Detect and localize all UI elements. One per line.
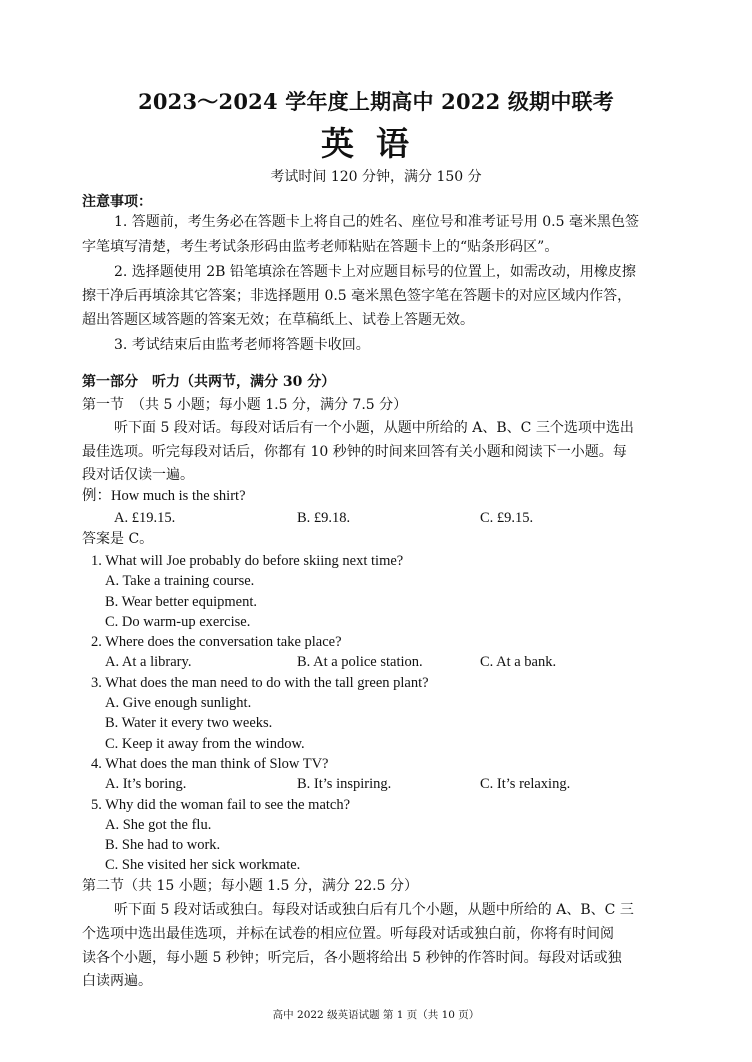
exam-title: 2023～2024 学年度上期高中 2022 级期中联考 (138, 89, 614, 114)
section1-instruction: 段对话仅读一遍。 (82, 467, 194, 483)
question-2-option-a: A. At a library. (105, 654, 192, 670)
question-2-option-b: B. At a police station. (297, 654, 423, 670)
example-option-c: C. £9.15. (480, 510, 534, 526)
example-option-b: B. £9.18. (297, 510, 351, 526)
notes-line: 字笔填写清楚，考生考试条形码由监考老师粘贴在答题卡上的“贴条形码区”。 (82, 239, 559, 255)
question-4-option-b: B. It’s inspiring. (297, 776, 392, 792)
subject-title: 英语 (321, 124, 431, 163)
example-answer: 答案是 C。 (82, 531, 154, 547)
question-2-option-c: C. At a bank. (480, 654, 557, 670)
question-1: 1. What will Joe probably do before skiing next time? (91, 553, 404, 569)
question-4: 4. What does the man think of Slow TV? (91, 756, 329, 772)
notes-heading: 注意事项： (82, 194, 152, 210)
notes-line: 3. 考试结束后由监考老师将答题卡收回。 (114, 337, 370, 353)
part1-heading: 第一部分 听力（共两节，满分 30 分） (82, 374, 336, 390)
notes-line: 1. 答题前，考生务必在答题卡上将自己的姓名、座位号和准考证号用 0.5 毫米黑色签 (114, 214, 639, 230)
example-question: 例：How much is the shirt? (82, 488, 246, 504)
question-4-option-a: A. It’s boring. (105, 776, 187, 792)
question-1-option-a: A. Take a training course. (105, 573, 255, 589)
question-5-option-c: C. She visited her sick workmate. (105, 857, 301, 873)
question-5: 5. Why did the woman fail to see the match? (91, 797, 351, 813)
question-3-option-b: B. Water it every two weeks. (105, 715, 273, 731)
question-3-option-a: A. Give enough sunlight. (105, 695, 252, 711)
section2-heading: 第二节（共 15 小题；每小题 1.5 分，满分 22.5 分） (82, 878, 418, 894)
page-footer: 高中 2022 级英语试题 第 1 页（共 10 页） (272, 1009, 480, 1021)
section2-instruction: 听下面 5 段对话或独白。每段对话或独白后有几个小题，从题中所给的 A、B、C 三 (114, 902, 634, 918)
section1-heading: 第一节 （共 5 小题；每小题 1.5 分，满分 7.5 分） (82, 397, 408, 413)
question-3: 3. What does the man need to do with the tall green plant? (91, 675, 429, 691)
question-5-option-a: A. She got the flu. (105, 817, 212, 833)
question-4-option-c: C. It’s relaxing. (480, 776, 571, 792)
section2-instruction: 读各个小题，每小题 5 秒钟；听完后，各小题将给出 5 秒钟的作答时间。每段对话或独 (82, 950, 622, 966)
notes-line: 擦干净后再填涂其它答案；非选择题用 0.5 毫米黑色签字笔在答题卡的对应区域内作答， (82, 288, 632, 304)
section1-instruction: 听下面 5 段对话。每段对话后有一个小题，从题中所给的 A、B、C 三个选项中选出 (114, 420, 634, 436)
example-option-a: A. £19.15. (114, 510, 176, 526)
exam-time-info: 考试时间 120 分钟，满分 150 分 (270, 169, 482, 185)
section1-instruction: 最佳选项。听完每段对话后，你都有 10 秒钟的时间来回答有关小题和阅读下一小题。每 (82, 444, 627, 460)
notes-line: 超出答题区域答题的答案无效；在草稿纸上、试卷上答题无效。 (82, 312, 474, 328)
question-2: 2. Where does the conversation take place? (91, 634, 342, 650)
question-5-option-b: B. She had to work. (105, 837, 221, 853)
question-1-option-b: B. Wear better equipment. (105, 594, 257, 610)
question-1-option-c: C. Do warm-up exercise. (105, 614, 251, 630)
notes-line: 2. 选择题使用 2B 铅笔填涂在答题卡上对应题目标号的位置上，如需改动，用橡皮擦 (114, 264, 636, 280)
question-3-option-c: C. Keep it away from the window. (105, 736, 305, 752)
section2-instruction: 个选项中选出最佳选项，并标在试卷的相应位置。听每段对话或独白前，你将有时间阅 (82, 926, 614, 942)
section2-instruction: 白读两遍。 (82, 973, 152, 989)
